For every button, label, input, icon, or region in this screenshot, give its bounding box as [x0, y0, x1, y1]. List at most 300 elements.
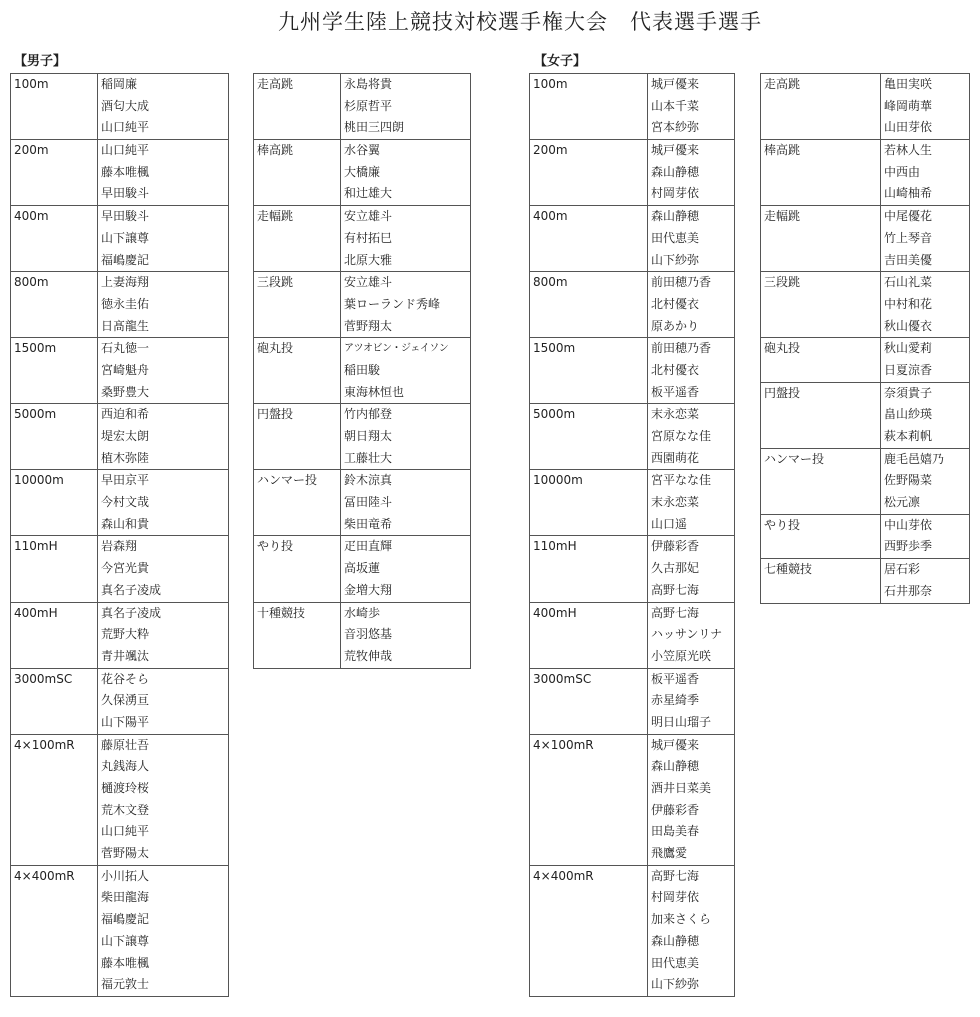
athlete-list	[648, 140, 735, 206]
athlete-name: 金増大翔	[344, 582, 393, 597]
event-row	[530, 206, 735, 272]
event-name: 5000m	[14, 407, 57, 422]
event-name: 走高跳	[257, 77, 294, 91]
athlete-name: 山下紗弥	[651, 252, 700, 267]
athlete-name: 加来さくら	[651, 912, 712, 927]
athlete-name: 山下紗弥	[651, 977, 700, 992]
event-cell	[761, 514, 881, 558]
athlete-list	[341, 272, 471, 338]
women-section-label: 【女子】	[534, 54, 587, 69]
athlete-name: 峰岡萌華	[884, 98, 933, 113]
athlete-list	[98, 536, 229, 602]
athlete-name: 酒匂大成	[101, 98, 150, 113]
athlete-name: 荒木文登	[101, 802, 150, 817]
event-cell	[11, 74, 98, 140]
athlete-name: 石井那奈	[884, 583, 933, 598]
event-name: 1500m	[533, 341, 576, 356]
event-name: 1500m	[14, 341, 57, 356]
event-row	[254, 272, 471, 338]
event-row	[530, 404, 735, 470]
athlete-name: 飛鷹愛	[651, 846, 688, 861]
event-row	[254, 338, 471, 404]
athlete-name: 若林人生	[884, 143, 933, 158]
event-row	[530, 470, 735, 536]
athlete-name: 丸銭海人	[101, 759, 150, 774]
athlete-name: 福嶋慶記	[101, 252, 150, 267]
athlete-name: 中西由	[884, 164, 921, 179]
event-name: 800m	[533, 275, 568, 290]
event-name: 4×100mR	[533, 737, 594, 752]
event-cell	[761, 382, 881, 448]
athlete-name: 奈須貴子	[884, 385, 933, 400]
athlete-list	[648, 536, 735, 602]
athlete-name: 明日山瑠子	[651, 714, 712, 729]
event-cell	[761, 140, 881, 206]
event-cell	[761, 448, 881, 514]
athlete-name: 中村和花	[884, 296, 933, 311]
event-row	[11, 734, 229, 865]
athlete-list	[881, 448, 970, 514]
athlete-list	[341, 338, 471, 404]
event-row	[761, 448, 970, 514]
event-cell	[530, 74, 648, 140]
athlete-list	[881, 272, 970, 338]
event-row	[254, 470, 471, 536]
event-name: 100m	[533, 77, 568, 91]
athlete-name: 畠山紗瑛	[884, 407, 933, 422]
event-name: やり投	[257, 539, 294, 554]
event-name: 走高跳	[764, 77, 801, 91]
event-row	[761, 140, 970, 206]
athlete-name: 真名子凌成	[101, 582, 162, 597]
athlete-list	[98, 338, 229, 404]
athlete-name: 荒野大粋	[101, 627, 150, 642]
athlete-list	[341, 470, 471, 536]
athlete-name: 徳永圭佑	[101, 296, 150, 311]
event-row	[530, 140, 735, 206]
event-cell	[530, 734, 648, 865]
athlete-list	[648, 734, 735, 865]
athlete-list	[648, 470, 735, 536]
athlete-name: 伊藤彩香	[651, 539, 700, 554]
athlete-name: 青井颯汰	[101, 648, 150, 663]
event-row	[254, 536, 471, 602]
event-name: 円盤投	[257, 407, 294, 422]
event-name: 走幅跳	[764, 209, 801, 224]
event-name: ハンマー投	[764, 451, 825, 466]
athlete-name: 山下陽平	[101, 714, 150, 729]
athlete-list	[98, 734, 229, 865]
event-cell	[11, 602, 98, 668]
athlete-name: 柴田竜希	[344, 516, 393, 531]
event-name: 400m	[14, 209, 49, 224]
athlete-list	[98, 140, 229, 206]
athlete-name: 早田京平	[101, 473, 150, 488]
event-cell	[11, 404, 98, 470]
event-name: 円盤投	[764, 385, 801, 400]
event-name: 800m	[14, 275, 49, 290]
event-name: 3000mSC	[14, 671, 73, 686]
athlete-list	[341, 140, 471, 206]
athlete-name: 田代恵美	[651, 955, 700, 970]
event-cell	[761, 206, 881, 272]
athlete-name: 桑野豊大	[101, 384, 150, 399]
athlete-list	[648, 865, 735, 996]
athlete-name: 北村優衣	[651, 362, 700, 377]
athlete-name: 水崎歩	[344, 605, 381, 620]
event-name: 三段跳	[764, 275, 801, 290]
athlete-name: 疋田直輝	[344, 539, 393, 554]
event-name: 5000m	[533, 407, 576, 422]
athlete-list	[98, 272, 229, 338]
athlete-name: 前田穂乃香	[651, 275, 712, 290]
athlete-name: 田代恵美	[651, 230, 700, 245]
athlete-list	[341, 404, 471, 470]
athlete-name: 大橋廉	[344, 164, 381, 179]
event-cell	[254, 602, 341, 668]
event-row	[761, 559, 970, 603]
event-row	[761, 206, 970, 272]
athlete-name: 小川拓人	[101, 868, 150, 883]
event-name: やり投	[764, 517, 801, 532]
athlete-list	[881, 514, 970, 558]
athlete-name: 今村文哉	[101, 495, 150, 510]
event-cell	[530, 602, 648, 668]
athlete-name: 真名子凌成	[101, 605, 162, 620]
athlete-name: 岩森翔	[101, 539, 138, 554]
event-cell	[530, 470, 648, 536]
athlete-name: 福元敦士	[101, 977, 150, 992]
athlete-list	[881, 559, 970, 603]
athlete-name: 城戸優来	[651, 77, 700, 91]
event-row	[11, 536, 229, 602]
event-name: 400m	[533, 209, 568, 224]
athlete-name: 居石彩	[884, 562, 921, 577]
event-cell	[761, 338, 881, 382]
event-name: 400mH	[14, 605, 58, 620]
athlete-name: 西野歩季	[884, 539, 933, 554]
athlete-name: 葉ローランド秀峰	[344, 296, 441, 311]
athlete-name: 朝日翔太	[344, 429, 393, 443]
event-cell	[11, 865, 98, 996]
event-cell	[254, 470, 341, 536]
event-cell	[530, 404, 648, 470]
event-name: 棒高跳	[257, 143, 294, 158]
athlete-list	[341, 74, 471, 140]
athlete-name: 藤本唯楓	[101, 955, 150, 970]
athlete-name: 城戸優来	[651, 143, 700, 158]
event-row	[11, 74, 229, 140]
athlete-name: 水谷翼	[344, 143, 381, 158]
event-row	[11, 470, 229, 536]
athlete-name: 山口純平	[101, 824, 150, 839]
event-row	[530, 602, 735, 668]
event-row	[530, 536, 735, 602]
event-name: 三段跳	[257, 275, 294, 290]
athlete-name: 有村拓巳	[344, 230, 393, 245]
event-row	[11, 140, 229, 206]
athlete-name: 西園萌花	[651, 450, 700, 465]
event-row	[11, 272, 229, 338]
athlete-list	[648, 272, 735, 338]
athlete-name: 中尾優花	[884, 209, 933, 224]
event-row	[11, 602, 229, 668]
athlete-name: 柴田龍海	[101, 890, 150, 905]
event-cell	[11, 668, 98, 734]
athlete-name: 村岡芽依	[651, 186, 700, 201]
athlete-list	[98, 74, 229, 140]
event-name: 棒高跳	[764, 143, 801, 158]
event-row	[761, 514, 970, 558]
event-cell	[11, 470, 98, 536]
page-title: 九州学生陸上競技対校選手権大会 代表選手選手	[278, 10, 762, 34]
athlete-name: 松元凛	[884, 495, 921, 510]
men-field-table	[253, 73, 471, 669]
athlete-name: 山口遥	[651, 516, 688, 531]
event-name: 砲丸投	[764, 341, 801, 356]
event-row	[530, 865, 735, 996]
athlete-name: 東海林恒也	[344, 384, 405, 399]
event-name: 3000mSC	[533, 671, 592, 686]
athlete-list	[648, 602, 735, 668]
event-cell	[254, 272, 341, 338]
event-name: 4×100mR	[14, 737, 75, 752]
event-row	[761, 338, 970, 382]
athlete-list	[881, 140, 970, 206]
athlete-name: 前田穂乃香	[651, 341, 712, 356]
athlete-name: 山口純平	[101, 120, 150, 135]
athlete-name: 高坂蓮	[344, 561, 381, 576]
event-name: 10000m	[533, 473, 583, 488]
event-cell	[11, 338, 98, 404]
athlete-name: 宮平なな佳	[651, 473, 712, 488]
athlete-name: 板平遥香	[651, 384, 700, 399]
event-row	[530, 668, 735, 734]
athlete-list	[881, 338, 970, 382]
athlete-name: 藤原壮吾	[101, 737, 150, 752]
athlete-name: 森山静穂	[651, 933, 700, 948]
athlete-name: 植木弥陸	[101, 450, 150, 465]
athlete-name: 花谷そら	[101, 671, 150, 686]
event-cell	[254, 74, 341, 140]
event-row	[254, 140, 471, 206]
athlete-name: 音羽悠基	[344, 627, 393, 642]
event-cell	[530, 668, 648, 734]
athlete-name: 田島美春	[651, 824, 700, 839]
athlete-name: 森山静穂	[651, 209, 700, 224]
athlete-name: 宮本紗弥	[651, 120, 700, 135]
athlete-list	[98, 865, 229, 996]
event-cell	[254, 140, 341, 206]
event-row	[11, 404, 229, 470]
athlete-name: 山下譲尊	[101, 933, 150, 948]
athlete-name: 日髙龍生	[101, 318, 150, 333]
athlete-name: 早田駿斗	[101, 209, 150, 224]
event-name: 4×400mR	[14, 868, 75, 883]
athlete-list	[98, 206, 229, 272]
athlete-name: 稲岡廉	[101, 77, 138, 91]
athlete-name: アツオビン・ジェイソン	[344, 343, 449, 355]
event-name: 走幅跳	[257, 209, 294, 224]
athlete-name: 石山礼菜	[884, 275, 933, 290]
athlete-list	[648, 668, 735, 734]
athlete-name: 竹内郁登	[344, 407, 393, 422]
event-cell	[254, 536, 341, 602]
event-row	[254, 74, 471, 140]
athlete-name: ハッサンリナ	[651, 627, 723, 642]
event-name: 200m	[14, 143, 49, 158]
athlete-name: 菅野翔太	[344, 318, 393, 333]
event-name: 十種競技	[257, 605, 306, 620]
event-name: 4×400mR	[533, 868, 594, 883]
women-field-table	[760, 73, 970, 604]
athlete-name: 樋渡玲桜	[101, 781, 150, 795]
athlete-name: 鹿毛邑嬉乃	[884, 451, 945, 466]
athlete-name: 石丸徳一	[101, 341, 150, 356]
men-track-table	[10, 73, 229, 997]
event-cell	[254, 338, 341, 404]
event-cell	[11, 734, 98, 865]
athlete-name: 鈴木涼真	[344, 473, 393, 488]
athlete-name: 福嶋慶記	[101, 912, 150, 927]
athlete-name: 秋山愛莉	[884, 341, 933, 356]
athlete-name: 末永恋菜	[651, 495, 700, 510]
athlete-name: 高野七海	[651, 582, 700, 597]
event-name: 400mH	[533, 605, 577, 620]
athlete-name: 小笠原光咲	[651, 648, 712, 663]
women-track-table	[529, 73, 735, 997]
athlete-name: 赤星綺季	[651, 693, 700, 708]
athlete-name: 吉田美優	[884, 252, 933, 267]
athlete-name: 宮原なな佳	[651, 429, 712, 443]
athlete-name: 稲田駿	[344, 362, 381, 377]
athlete-name: 山本千菜	[651, 98, 700, 113]
athlete-list	[341, 536, 471, 602]
event-cell	[530, 206, 648, 272]
event-cell	[254, 206, 341, 272]
athlete-name: 中山芽依	[884, 517, 933, 532]
event-cell	[530, 338, 648, 404]
athlete-name: 山崎柚希	[884, 186, 933, 201]
athlete-list	[341, 206, 471, 272]
athlete-name: 和辻雄大	[344, 186, 393, 201]
athlete-list	[98, 668, 229, 734]
athlete-name: 安立雄斗	[344, 209, 393, 224]
athlete-list	[98, 404, 229, 470]
event-name: 10000m	[14, 473, 64, 488]
athlete-list	[648, 404, 735, 470]
athlete-name: 山下譲尊	[101, 230, 150, 245]
event-row	[11, 338, 229, 404]
event-name: 200m	[533, 143, 568, 158]
event-cell	[11, 206, 98, 272]
event-row	[254, 206, 471, 272]
athlete-name: 村岡芽依	[651, 890, 700, 905]
athlete-name: 桃田三四朗	[344, 120, 405, 135]
event-row	[761, 272, 970, 338]
event-row	[530, 338, 735, 404]
athlete-list	[881, 206, 970, 272]
athlete-name: 森山静穂	[651, 164, 700, 179]
athlete-list	[648, 206, 735, 272]
event-name: 110mH	[14, 539, 58, 554]
athlete-name: 佐野陽菜	[884, 473, 933, 488]
event-name: ハンマー投	[257, 473, 318, 488]
event-name: 七種競技	[764, 562, 813, 577]
athlete-name: 北原大雅	[344, 252, 393, 267]
athlete-name: 秋山優衣	[884, 318, 933, 333]
event-cell	[530, 272, 648, 338]
event-row	[761, 382, 970, 448]
athlete-name: 城戸優来	[651, 737, 700, 752]
event-cell	[761, 74, 881, 140]
athlete-name: 山田芽依	[884, 120, 933, 135]
athlete-name: 北村優衣	[651, 296, 700, 311]
athlete-list	[648, 74, 735, 140]
athlete-list	[881, 382, 970, 448]
athlete-name: 早田駿斗	[101, 186, 150, 201]
athlete-name: 菅野陽太	[101, 846, 150, 861]
athlete-name: 久保湧亘	[101, 693, 150, 708]
athlete-name: 山口純平	[101, 143, 150, 158]
athlete-list	[648, 338, 735, 404]
event-cell	[761, 272, 881, 338]
athlete-name: 末永恋菜	[651, 407, 700, 422]
athlete-list	[98, 470, 229, 536]
event-row	[530, 272, 735, 338]
athlete-name: 竹上琴音	[884, 230, 933, 245]
athlete-name: 藤本唯楓	[101, 164, 150, 179]
event-row	[530, 734, 735, 865]
athlete-name: 原あかり	[651, 318, 700, 333]
event-row	[761, 74, 970, 140]
event-row	[11, 865, 229, 996]
athlete-name: 冨田陸斗	[344, 495, 393, 510]
athlete-name: 亀田実咲	[884, 77, 933, 91]
athlete-name: 日夏涼香	[884, 362, 933, 377]
athlete-name: 今宮光貴	[101, 561, 150, 576]
event-cell	[11, 272, 98, 338]
athlete-name: 高野七海	[651, 868, 700, 883]
athlete-name: 森山和貴	[101, 516, 150, 531]
athlete-name: 久古那妃	[651, 561, 700, 576]
athlete-name: 宮崎魁舟	[101, 362, 150, 377]
athlete-list	[881, 74, 970, 140]
athlete-list	[98, 602, 229, 668]
event-cell	[761, 559, 881, 603]
event-cell	[530, 536, 648, 602]
event-row	[11, 668, 229, 734]
event-cell	[11, 536, 98, 602]
athlete-name: 森山静穂	[651, 759, 700, 774]
athlete-name: 工藤壮大	[344, 450, 393, 465]
athlete-name: 上妻海翔	[101, 275, 150, 290]
athlete-name: 安立雄斗	[344, 275, 393, 290]
event-cell	[11, 140, 98, 206]
event-cell	[530, 140, 648, 206]
event-name: 砲丸投	[257, 341, 294, 356]
event-cell	[254, 404, 341, 470]
event-row	[254, 602, 471, 668]
athlete-name: 永島将貴	[344, 77, 393, 91]
athlete-name: 伊藤彩香	[651, 802, 700, 817]
men-section-label: 【男子】	[14, 54, 67, 69]
athlete-name: 酒井日菜美	[651, 781, 712, 795]
athlete-list	[341, 602, 471, 668]
event-row	[254, 404, 471, 470]
athlete-name: 荒牧伸哉	[344, 648, 393, 663]
event-name: 110mH	[533, 539, 577, 554]
